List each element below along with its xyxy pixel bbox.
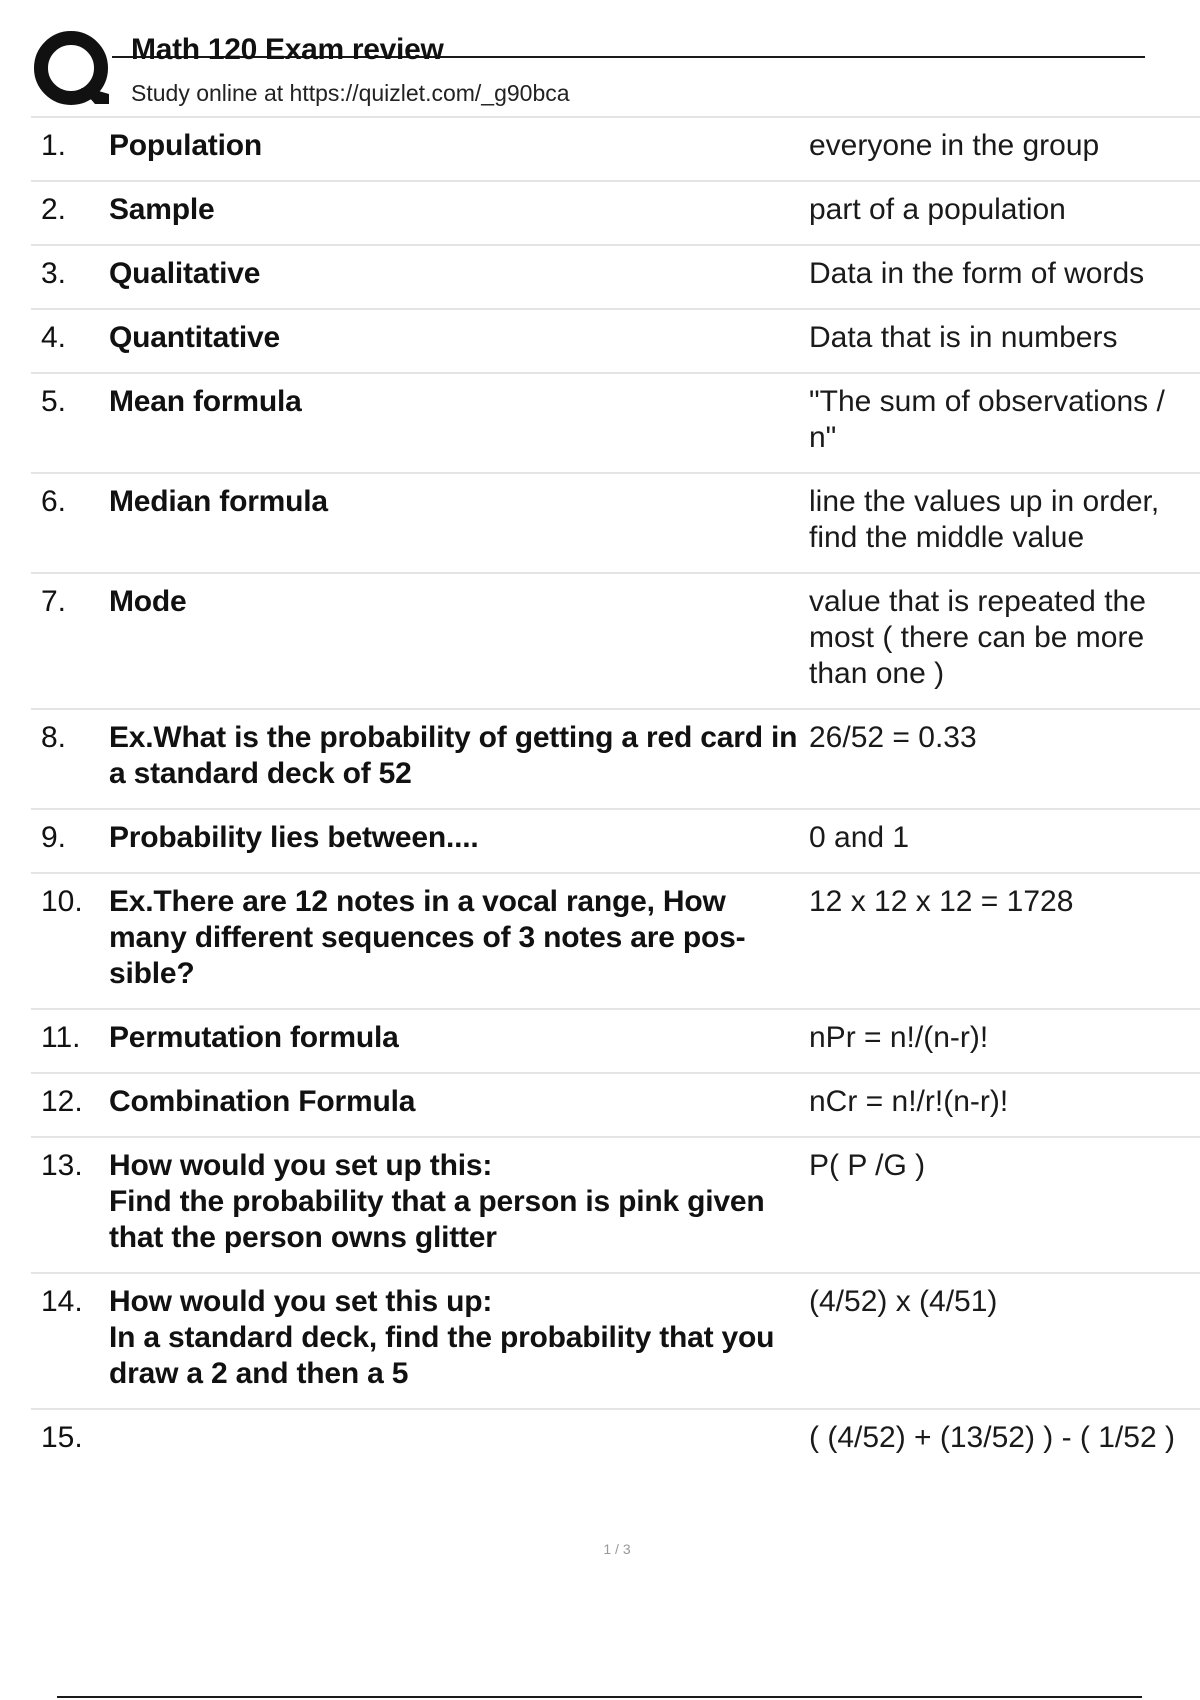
card-term: Population — [109, 129, 262, 162]
card-row — [31, 116, 1200, 180]
card-number: 3. — [41, 257, 67, 290]
card-number: 2. — [41, 193, 67, 226]
card-term — [109, 1420, 809, 1456]
card-definition: nPr = n!/(n-r)! — [809, 1021, 989, 1054]
card-term: Ex.There are 12 notes in a vocal range, How many different sequences of 3 notes are pos-sible? — [109, 885, 746, 990]
card-definition: P( P /G ) — [809, 1149, 926, 1182]
card-definition: value that is repeated the most ( there can be more than one ) — [809, 585, 1146, 690]
card-term: Combination Formula — [109, 1085, 416, 1118]
card-term: Quantitative — [109, 321, 280, 354]
card-number: 6. — [41, 485, 67, 518]
card-number: 10. — [41, 885, 83, 918]
quizlet-q-logo-icon — [33, 30, 113, 112]
card-definition: Data in the form of words — [809, 257, 1145, 290]
card-term: Median formula — [109, 485, 328, 518]
card-definition: ( (4/52) + (13/52) ) - ( 1/52 ) — [809, 1421, 1175, 1454]
card-row — [31, 808, 1200, 872]
card-number: 7. — [41, 585, 67, 618]
card-row — [31, 308, 1200, 372]
card-definition: (4/52) x (4/51) — [809, 1285, 998, 1318]
card-number: 15. — [41, 1421, 83, 1454]
card-number: 14. — [41, 1285, 83, 1318]
card-row — [31, 1008, 1200, 1072]
footer-rule — [57, 1696, 1142, 1698]
card-row — [31, 244, 1200, 308]
card-definition: 0 and 1 — [809, 821, 910, 854]
card-number: 1. — [41, 129, 67, 162]
card-row — [31, 1072, 1200, 1136]
card-row — [31, 1408, 1200, 1472]
card-number: 8. — [41, 721, 67, 754]
page-title: Math 120 Exam review — [131, 33, 444, 66]
card-definition: Data that is in numbers — [809, 321, 1118, 354]
card-number: 12. — [41, 1085, 83, 1118]
card-definition: part of a population — [809, 193, 1066, 226]
card-row — [31, 180, 1200, 244]
card-row — [31, 1272, 1200, 1408]
card-term: Permutation formula — [109, 1021, 399, 1054]
card-definition: everyone in the group — [809, 129, 1100, 162]
card-term: How would you set up this: Find the probability that a person is pink given that the person owns glitter — [109, 1149, 765, 1254]
card-number: 11. — [41, 1021, 81, 1054]
card-row — [31, 372, 1200, 472]
card-term: Ex.What is the probability of getting a red card in a standard deck of 52 — [109, 721, 798, 790]
card-term: Qualitative — [109, 257, 261, 290]
card-definition: line the values up in order, find the middle value — [809, 485, 1160, 554]
card-definition: 12 x 12 x 12 = 1728 — [809, 885, 1074, 918]
card-number: 4. — [41, 321, 67, 354]
card-term: Mode — [109, 585, 187, 618]
card-number: 9. — [41, 821, 67, 854]
card-term: Sample — [109, 193, 215, 226]
card-number: 5. — [41, 385, 67, 418]
card-row — [31, 1136, 1200, 1272]
card-definition: nCr = n!/r!(n-r)! — [809, 1085, 1009, 1118]
card-row — [31, 472, 1200, 572]
card-term: Mean formula — [109, 385, 302, 418]
card-row — [31, 572, 1200, 708]
card-row — [31, 872, 1200, 1008]
card-definition: "The sum of observations / n" — [809, 385, 1165, 454]
page-indicator: 1 / 3 — [603, 1541, 631, 1557]
study-online-link[interactable]: Study online at https://quizlet.com/_g90bca — [131, 80, 570, 106]
card-list — [31, 116, 1200, 1472]
card-term: How would you set this up: In a standard deck, find the probability that you draw a 2 and then a 5 — [109, 1285, 775, 1390]
card-row — [31, 708, 1200, 808]
card-term: Probability lies between.... — [109, 821, 479, 854]
card-definition: 26/52 = 0.33 — [809, 721, 977, 754]
card-number: 13. — [41, 1149, 83, 1182]
